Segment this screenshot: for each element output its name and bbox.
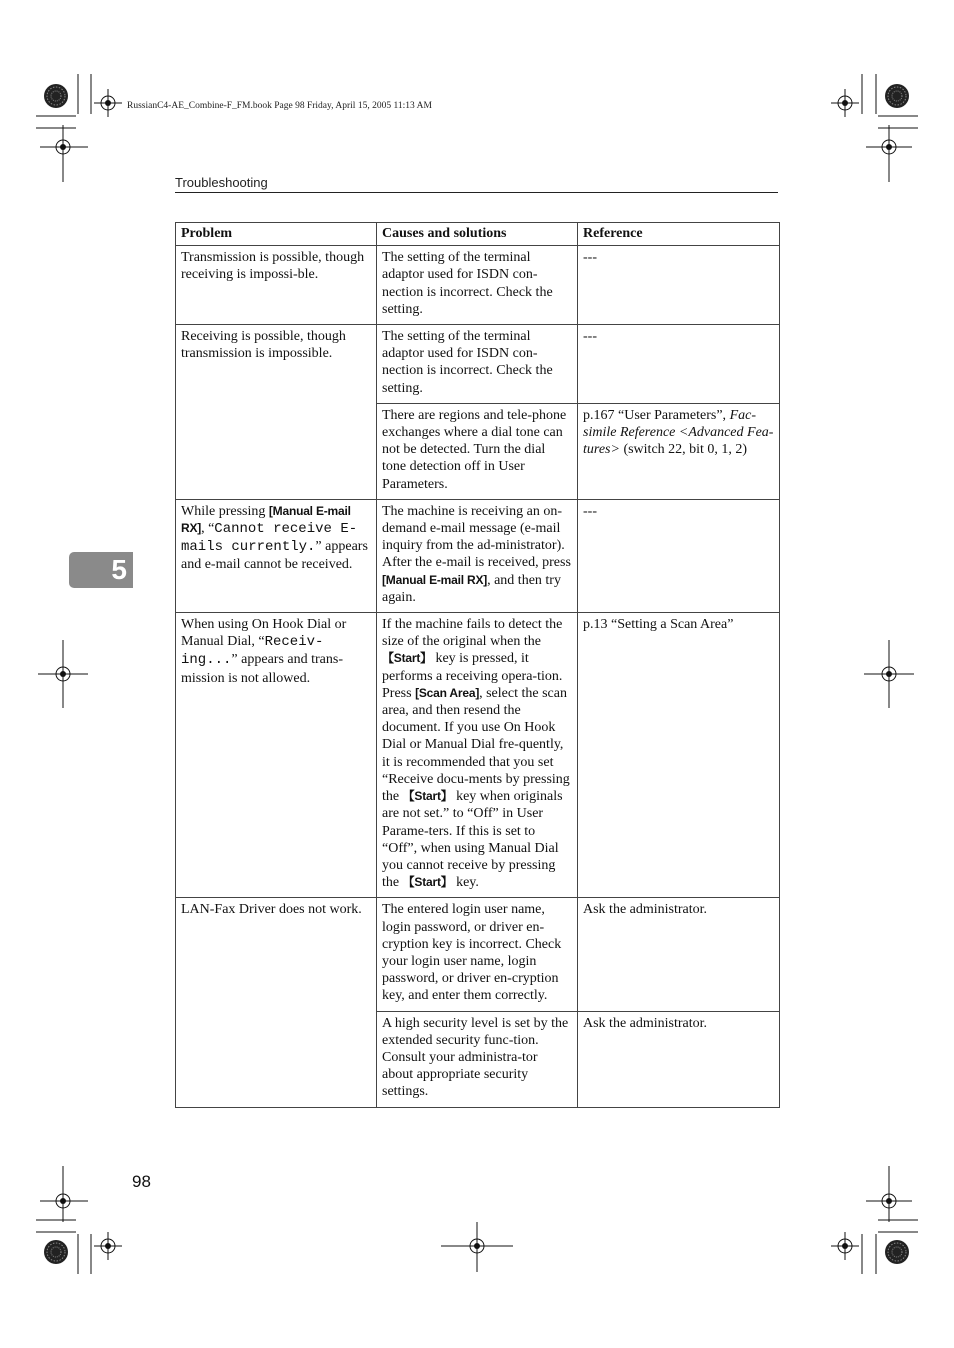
table-row: [176, 613, 780, 898]
cause-text: , select the scan area, and then resend the document. If you use On Hook Dial or Manual Dial fre-quently, it is recommended that you set “Receive docu-ments by pressing the: [382, 685, 570, 805]
table-row: [176, 325, 780, 404]
problem-cell: LAN-Fax Driver does not work.: [176, 898, 377, 1107]
chapter-number: 5: [111, 554, 127, 585]
table-header-row: [176, 223, 780, 246]
table-row: [176, 499, 780, 612]
cause-cell: The entered login user name, login password, or driver en-cryption key is incorrect. Check your login user name, login password, or driver en-cryption key, and enter them correctly.: [377, 898, 578, 1011]
display-message: Cannot receive E-mails currently.: [181, 521, 358, 556]
section-title: Troubleshooting: [175, 175, 268, 190]
problem-text: ” appears and e-mail cannot be received.: [181, 539, 368, 573]
troubleshooting-table: [175, 222, 780, 1108]
start-key: 【Start】: [402, 875, 453, 890]
problem-text: ” appears and trans-mission is not allowed.: [181, 652, 343, 686]
reference-cell: Ask the administrator.: [578, 898, 780, 1011]
cause-text: The machine is receiving an on-demand e-mail message (e-mail inquiry from the ad-ministrator). After the e-mail is received, press: [382, 503, 571, 571]
problem-cell: Transmission is possible, though receiving is impossi-ble.: [176, 246, 377, 325]
reference-cell: ---: [578, 246, 780, 325]
cause-cell: [377, 613, 578, 898]
start-key: 【Start】: [382, 651, 432, 666]
problem-text: When using On Hook Dial or Manual Dial, “: [181, 617, 347, 650]
header-causes: Causes and solutions: [377, 223, 578, 246]
page-header: [175, 174, 778, 193]
reference-cell: ---: [578, 325, 780, 404]
cause-cell: There are regions and tele-phone exchanges where a dial tone can not be detected. Turn the dial tone detection off in User Parameters.: [377, 403, 578, 499]
reference-text: p.167 “User Parameters”,: [583, 407, 730, 423]
cause-text: key.: [452, 875, 479, 891]
reference-book-title: Fac-simile Reference <Advanced Fea-tures>: [583, 407, 774, 458]
problem-text: , “: [201, 521, 215, 537]
reference-text: (switch 22, bit 0, 1, 2): [619, 442, 748, 458]
chapter-tab: [69, 552, 133, 588]
reference-cell: Ask the administrator.: [578, 1011, 780, 1107]
page-number: 98: [132, 1172, 151, 1191]
display-message: Receiv-ing...: [181, 634, 324, 669]
scan-area-key: [Scan Area]: [415, 685, 480, 700]
cause-text: key when originals are not set.” to “Off” in User Parame-ters. If this is set to “Off”, when using Manual Dial you cannot receive by pressing the: [382, 789, 563, 891]
problem-cell: [176, 613, 377, 898]
cause-cell: A high security level is set by the extended security func-tion. Consult your administra-tor about appropriate security settings.: [377, 1011, 578, 1107]
table-row: [176, 246, 780, 325]
problem-cell: [176, 499, 377, 612]
cause-cell: [377, 499, 578, 612]
header-reference: Reference: [578, 223, 780, 246]
table-row: [176, 898, 780, 1011]
header-problem: Problem: [176, 223, 377, 246]
problem-text: While pressing: [181, 503, 269, 519]
cause-text: If the machine fails to detect the size of the original when the: [382, 617, 563, 650]
problem-cell: Receiving is possible, though transmission is impossible.: [176, 325, 377, 500]
reference-cell: [578, 403, 780, 499]
cause-text: , and then try again.: [382, 572, 561, 605]
manual-email-rx-key: [Manual E-mail RX]: [181, 503, 351, 536]
print-info: RussianC4-AE_Combine-F_FM.book Page 98 Friday, April 15, 2005 11:13 AM: [127, 101, 432, 111]
cause-cell: The setting of the terminal adaptor used for ISDN con-nection is incorrect. Check the setting.: [377, 246, 578, 325]
start-key: 【Start】: [402, 789, 453, 804]
manual-email-rx-key: [Manual E-mail RX]: [382, 572, 488, 587]
cause-cell: The setting of the terminal adaptor used for ISDN con-nection is incorrect. Check the setting.: [377, 325, 578, 404]
reference-cell: p.13 “Setting a Scan Area”: [578, 613, 780, 898]
cause-text: key is pressed, it performs a receiving opera-tion. Press: [382, 651, 563, 701]
reference-cell: ---: [578, 499, 780, 612]
